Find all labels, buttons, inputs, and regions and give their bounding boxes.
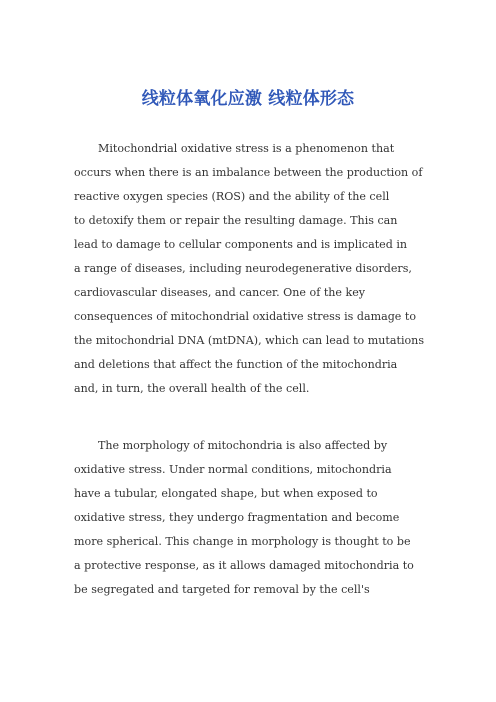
text-line: and, in turn, the overall health of the cell. [74,382,310,395]
paragraph-oxidative-stress [74,137,426,401]
text-line: cardiovascular diseases, and cancer. One of the key [74,286,366,299]
text-line: occurs when there is an imbalance between the production of [74,166,423,179]
text-line: and deletions that affect the function of the mitochondria [74,358,398,371]
text-line: more spherical. This change in morphology is thought to be [74,535,411,548]
document-title: 线粒体氧化应激 线粒体形态 [141,89,355,109]
text-line: to detoxify them or repair the resulting damage. This can [74,214,398,227]
text-line: reactive oxygen species (ROS) and the ability of the cell [74,190,390,203]
text-line: a range of diseases, including neurodegenerative disorders, [74,262,412,275]
paragraph-morphology [74,434,426,602]
text-line: consequences of mitochondrial oxidative stress is damage to [74,310,417,323]
text-line: oxidative stress. Under normal conditions, mitochondria [74,463,392,476]
text-line: The morphology of mitochondria is also affected by [98,439,388,452]
text-line: the mitochondrial DNA (mtDNA), which can lead to mutations [74,334,425,347]
text-line: have a tubular, elongated shape, but when exposed to [74,487,378,500]
text-line: a protective response, as it allows damaged mitochondria to [74,559,414,572]
text-line: oxidative stress, they undergo fragmentation and become [74,511,400,524]
text-line: be segregated and targeted for removal by the cell's [74,583,370,596]
text-line: lead to damage to cellular components and is implicated in [74,238,408,251]
text-line: Mitochondrial oxidative stress is a phenomenon that [98,142,395,155]
